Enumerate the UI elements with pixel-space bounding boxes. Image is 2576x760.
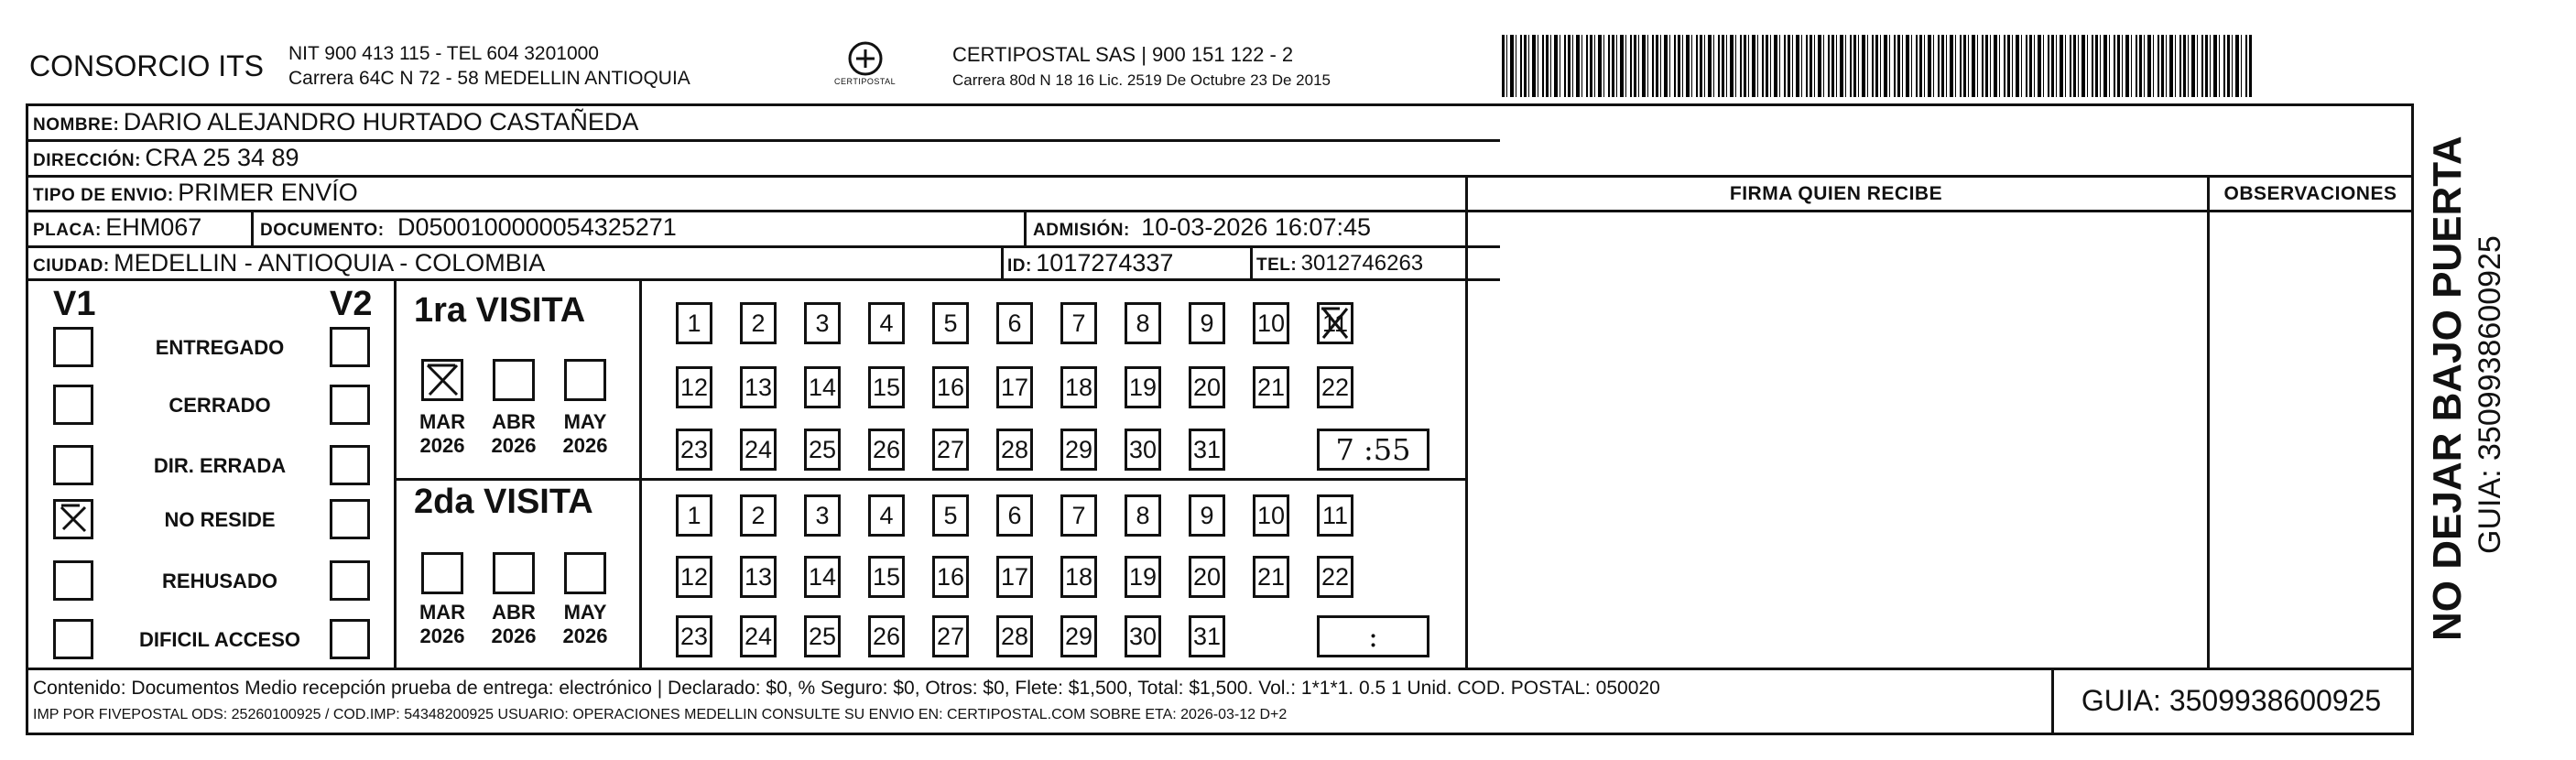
company-address: Carrera 64C N 72 - 58 MEDELLIN ANTIOQUIA [288, 68, 690, 89]
day-box[interactable]: 8 [1125, 494, 1161, 537]
v2-checkbox[interactable] [330, 327, 370, 367]
id-number: 1017274337 [1036, 249, 1174, 277]
day-box[interactable]: 28 [996, 429, 1033, 471]
send-type-label: TIPO DE ENVIO: [33, 186, 174, 205]
month-label: MAR [418, 601, 466, 624]
day-box[interactable]: 29 [1060, 615, 1097, 657]
day-box[interactable]: 21 [1253, 366, 1289, 408]
tel-row [1256, 251, 1423, 277]
v1-checkbox[interactable] [53, 327, 93, 367]
day-box[interactable]: 2 [740, 494, 777, 537]
day-box[interactable]: 20 [1189, 366, 1225, 408]
day-box[interactable]: 4 [868, 302, 905, 344]
day-box[interactable]: 5 [932, 302, 969, 344]
day-box[interactable]: 22 [1317, 366, 1353, 408]
day-box[interactable]: 9 [1189, 494, 1225, 537]
day-box[interactable]: 13 [740, 556, 777, 598]
plate-label: PLACA: [33, 221, 102, 240]
month-label: ABR [492, 601, 536, 624]
v1-checkbox[interactable] [53, 619, 93, 659]
month-checkbox[interactable] [564, 552, 606, 594]
company-name: CONSORCIO ITS [29, 49, 265, 82]
signature-area[interactable] [1468, 212, 2205, 666]
day-box[interactable]: 24 [740, 429, 777, 471]
row-line-1 [26, 139, 1500, 142]
carrier-address: Carrera 80d N 18 16 Lic. 2519 De Octubre 23 De 2015 [952, 71, 1331, 89]
footer-imp: IMP POR FIVEPOSTAL ODS: 25260100925 / COD.IMP: 54348200925 USUARIO: OPERACIONES MEDELLIN CONSULTE SU ENVIO EN: CERTIPOSTAL.COM SOBRE ETA: 2026-03-12 D+2 [33, 707, 1288, 722]
day-box[interactable] [1317, 302, 1353, 344]
day-box[interactable]: 25 [804, 615, 841, 657]
v2-header: V2 [330, 285, 373, 323]
day-box[interactable]: 1 [676, 302, 712, 344]
month-checkbox[interactable] [564, 359, 606, 401]
frame-footer-top [26, 668, 2414, 670]
time-box[interactable]: 7 :55 [1317, 429, 1429, 471]
status-label: CERRADO [168, 394, 271, 417]
v2-checkbox[interactable] [330, 560, 370, 601]
status-label: ENTREGADO [155, 336, 285, 359]
side-guia: GUIA: 3509938600925 [2473, 235, 2507, 554]
month-label: MAY [563, 601, 607, 624]
day-box[interactable]: 23 [676, 615, 712, 657]
month-year: 2026 [419, 434, 465, 457]
day-box[interactable]: 14 [804, 556, 841, 598]
day-box[interactable]: 30 [1125, 615, 1161, 657]
name-label: NOMBRE: [33, 115, 120, 135]
v1-checkbox[interactable] [53, 445, 93, 485]
day-box[interactable]: 8 [1125, 302, 1161, 344]
month-label: MAR [418, 410, 466, 433]
day-box[interactable]: 16 [932, 556, 969, 598]
name-row [33, 108, 638, 136]
day-box[interactable]: 25 [804, 429, 841, 471]
status-label: DIFICIL ACCESO [138, 628, 300, 651]
day-box[interactable]: 18 [1060, 366, 1097, 408]
day-box[interactable]: 7 [1060, 302, 1097, 344]
carrier-info: CERTIPOSTAL SAS | 900 151 122 - 2 [952, 43, 1294, 66]
day-box[interactable]: 15 [868, 366, 905, 408]
day-box[interactable]: 31 [1189, 615, 1225, 657]
month-year: 2026 [562, 434, 608, 457]
day-box[interactable]: 30 [1125, 429, 1161, 471]
admision-divider [1024, 210, 1027, 245]
send-type-row [33, 179, 358, 207]
day-box[interactable]: 1 [676, 494, 712, 537]
day-box[interactable]: 11 [1317, 494, 1353, 537]
id-divider [1001, 245, 1004, 278]
visit2-title: 2da VISITA [414, 483, 593, 521]
send-type: PRIMER ENVÍO [178, 179, 358, 206]
time-box[interactable]: : [1317, 615, 1429, 657]
day-box[interactable]: 23 [676, 429, 712, 471]
visit-divider [394, 478, 1465, 481]
month-checkbox[interactable] [493, 552, 535, 594]
tel-number: 3012746263 [1300, 251, 1424, 276]
month-year: 2026 [419, 624, 465, 647]
id-label: ID: [1007, 256, 1032, 276]
day-box[interactable]: 9 [1189, 302, 1225, 344]
document-row [260, 213, 677, 242]
certipostal-logo [829, 37, 902, 101]
footer-guia: GUIA: 3509938600925 [2081, 684, 2382, 717]
month-year: 2026 [562, 624, 608, 647]
day-box[interactable]: 17 [996, 556, 1033, 598]
v2-checkbox[interactable] [330, 445, 370, 485]
admission-row [1033, 213, 1371, 242]
day-box[interactable]: 19 [1125, 366, 1161, 408]
day-box[interactable]: 18 [1060, 556, 1097, 598]
day-box[interactable]: 2 [740, 302, 777, 344]
id-row [1007, 249, 1173, 277]
frame-top [26, 103, 2414, 106]
month-label: ABR [492, 410, 536, 433]
v1-header: V1 [53, 285, 96, 323]
admission-label: ADMISIÓN: [1033, 221, 1130, 240]
day-box[interactable]: 6 [996, 302, 1033, 344]
month-checkbox[interactable] [421, 552, 463, 594]
month-checkbox[interactable] [493, 359, 535, 401]
tel-divider [1250, 245, 1253, 278]
admission-date: 10-03-2026 16:07:45 [1141, 213, 1371, 241]
day-box[interactable]: 26 [868, 429, 905, 471]
day-box[interactable]: 31 [1189, 429, 1225, 471]
day-box[interactable]: 6 [996, 494, 1033, 537]
v2-checkbox[interactable] [330, 619, 370, 659]
status-label: DIR. ERRADA [153, 454, 287, 477]
x-mark-icon [424, 362, 461, 398]
month-checkbox[interactable] [421, 359, 463, 401]
day-box[interactable]: 20 [1189, 556, 1225, 598]
day-box[interactable]: 26 [868, 615, 905, 657]
city-label: CIUDAD: [33, 256, 110, 276]
month-year: 2026 [491, 434, 537, 457]
document-label: DOCUMENTO: [260, 221, 385, 240]
day-box[interactable]: 28 [996, 615, 1033, 657]
v2-checkbox[interactable] [330, 385, 370, 425]
city-row [33, 249, 545, 277]
day-box[interactable]: 19 [1125, 556, 1161, 598]
side-notice: NO DEJAR BAJO PUERTA [2425, 136, 2470, 641]
day-box[interactable]: 10 [1253, 302, 1289, 344]
footer-content: Contenido: Documentos Medio recepción prueba de entrega: electrónico | Declarado: $0, % Seguro: $0, Otros: $0, Flete: $1,500, Total: $1,500. Vol.: 1*1*1. 0.5 1 Unid. COD. POSTAL: 050020 [33, 678, 1660, 699]
address-row [33, 144, 299, 172]
frame-left [26, 103, 28, 735]
x-mark-icon [56, 502, 91, 537]
signature-header: FIRMA QUIEN RECIBE [1729, 183, 1943, 204]
day-box[interactable]: 10 [1253, 494, 1289, 537]
day-box[interactable]: 21 [1253, 556, 1289, 598]
day-box[interactable]: 24 [740, 615, 777, 657]
row-line-2 [26, 175, 2414, 178]
row-line-5 [26, 278, 1500, 281]
day-box[interactable]: 27 [932, 429, 969, 471]
barcode [1502, 35, 2253, 97]
day-box[interactable]: 7 [1060, 494, 1097, 537]
observations-header: OBSERVACIONES [2223, 183, 2397, 204]
day-box[interactable]: 27 [932, 615, 969, 657]
day-number: 11 [1321, 309, 1349, 337]
row-line-4 [26, 245, 1500, 248]
day-box[interactable]: 3 [804, 302, 841, 344]
day-box[interactable]: 5 [932, 494, 969, 537]
frame-right [2411, 103, 2414, 735]
company-nit: NIT 900 413 115 - TEL 604 3201000 [288, 43, 599, 64]
day-box[interactable]: 22 [1317, 556, 1353, 598]
status-label: REHUSADO [162, 570, 277, 592]
tel-label: TEL: [1256, 255, 1298, 275]
v1-checkbox[interactable] [53, 385, 93, 425]
day-box[interactable]: 16 [932, 366, 969, 408]
day-box[interactable]: 15 [868, 556, 905, 598]
day-box[interactable]: 29 [1060, 429, 1097, 471]
document-number: D0500100000054325271 [397, 213, 677, 241]
recipient-name: DARIO ALEJANDRO HURTADO CASTAÑEDA [123, 108, 639, 136]
placa-divider [251, 210, 254, 245]
day-box[interactable]: 12 [676, 366, 712, 408]
v2-checkbox[interactable] [330, 499, 370, 539]
day-box[interactable]: 13 [740, 366, 777, 408]
plate-row [33, 213, 201, 242]
month-divider [639, 278, 642, 668]
v1-checkbox[interactable] [53, 499, 93, 539]
city: MEDELLIN - ANTIOQUIA - COLOMBIA [114, 249, 546, 277]
day-box[interactable]: 12 [676, 556, 712, 598]
plate: EHM067 [105, 213, 202, 241]
day-box[interactable]: 3 [804, 494, 841, 537]
visit1-title: 1ra VISITA [414, 291, 586, 330]
day-box[interactable]: 4 [868, 494, 905, 537]
status-divider [394, 278, 397, 668]
x-mark-icon [1320, 305, 1351, 342]
month-year: 2026 [491, 624, 537, 647]
address-label: DIRECCIÓN: [33, 151, 141, 170]
month-label: MAY [563, 410, 607, 433]
recipient-address: CRA 25 34 89 [145, 144, 299, 171]
day-box[interactable]: 17 [996, 366, 1033, 408]
frame-bottom [26, 733, 2414, 735]
day-box[interactable]: 14 [804, 366, 841, 408]
status-label: NO RESIDE [164, 508, 276, 531]
v1-checkbox[interactable] [53, 560, 93, 601]
logo-text: CERTIPOSTAL [834, 77, 897, 86]
observations-area[interactable] [2210, 212, 2409, 666]
